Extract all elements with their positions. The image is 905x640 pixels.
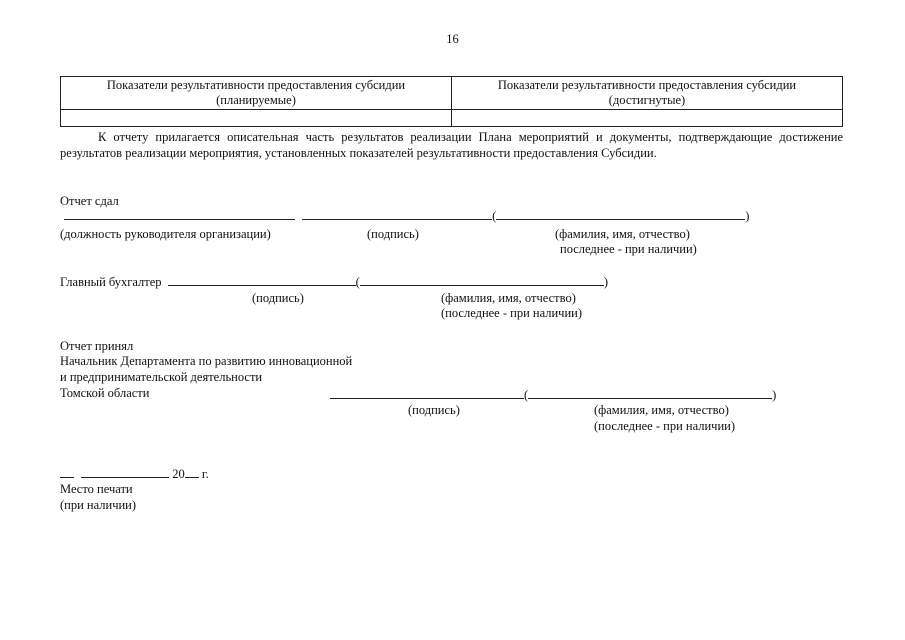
accepted-signature-row: [330, 387, 776, 403]
stamp-label: Место печати: [60, 482, 133, 496]
date-line: [60, 466, 209, 482]
accepted-position-line2: и предпринимательской деятельности: [60, 370, 263, 384]
chief-accountant-label: Главный бухгалтер: [60, 275, 162, 289]
accepted-signature-caption: (подпись): [408, 403, 460, 417]
planned-header-line1: Показатели результативности предоставления субсидии: [106, 78, 406, 92]
submitted-heading: Отчет сдал: [60, 194, 119, 208]
chief-accountant-name-caption-note: (последнее - при наличии): [441, 306, 582, 320]
year-prefix: 20: [172, 467, 185, 481]
month-blank: [81, 466, 169, 478]
accepted-heading: Отчет принял: [60, 339, 134, 353]
stamp-note: (при наличии): [60, 498, 137, 512]
submitted-name-line: [496, 208, 745, 220]
achieved-header-line2: (достигнутые): [608, 93, 686, 107]
chief-accountant-close-paren: ): [603, 275, 609, 289]
submitted-signature-line: [302, 208, 492, 220]
chief-accountant-signature-line: [168, 274, 356, 286]
accepted-name-caption-note: (последнее - при наличии): [594, 419, 735, 433]
submitted-open-paren: (: [492, 209, 497, 223]
table-header-row: [61, 77, 843, 110]
day-blank: [60, 466, 74, 478]
page-number: 16: [446, 32, 459, 46]
year-blank: [185, 466, 199, 478]
achieved-indicators-header: [452, 77, 843, 110]
achieved-value-cell: [452, 110, 843, 127]
submitted-signature-row: [64, 208, 749, 224]
accepted-open-paren: (: [524, 388, 529, 402]
planned-header-line2: (планируемые): [216, 93, 296, 107]
achieved-header-line1: Показатели результативности предоставления субсидии: [497, 78, 797, 92]
planned-indicators-header: [61, 77, 452, 110]
accepted-signature-line: [330, 387, 524, 399]
attachment-paragraph: К отчету прилагается описательная часть результатов реализации Плана мероприятий и документы, подтверждающие достижение результатов реализации мероприятия, установленных показателей результативности предоставления Субсидии.: [60, 130, 843, 160]
chief-accountant-name-caption: (фамилия, имя, отчество): [441, 291, 576, 305]
accepted-name-caption: (фамилия, имя, отчество): [594, 403, 729, 417]
chief-accountant-signature-caption: (подпись): [252, 291, 304, 305]
submitted-close-paren: ): [745, 209, 750, 223]
indicators-table: [60, 76, 843, 127]
accepted-name-line: [528, 387, 772, 399]
accepted-close-paren: ): [772, 388, 777, 402]
chief-accountant-name-line: [360, 274, 604, 286]
chief-accountant-open-paren: (: [355, 275, 360, 289]
position-line: [64, 208, 295, 220]
submitted-name-caption: (фамилия, имя, отчество): [555, 227, 690, 241]
year-suffix: г.: [201, 467, 209, 481]
accepted-position-line1: Начальник Департамента по развитию инновационной: [60, 354, 353, 368]
accepted-position-line3: Томской области: [60, 386, 150, 400]
planned-value-cell: [61, 110, 452, 127]
chief-accountant-row: [60, 274, 608, 290]
submitted-name-caption-note: последнее - при наличии): [560, 242, 697, 256]
submitted-signature-caption: (подпись): [367, 227, 419, 241]
position-caption: (должность руководителя организации): [60, 227, 271, 241]
table-row: [61, 110, 843, 127]
